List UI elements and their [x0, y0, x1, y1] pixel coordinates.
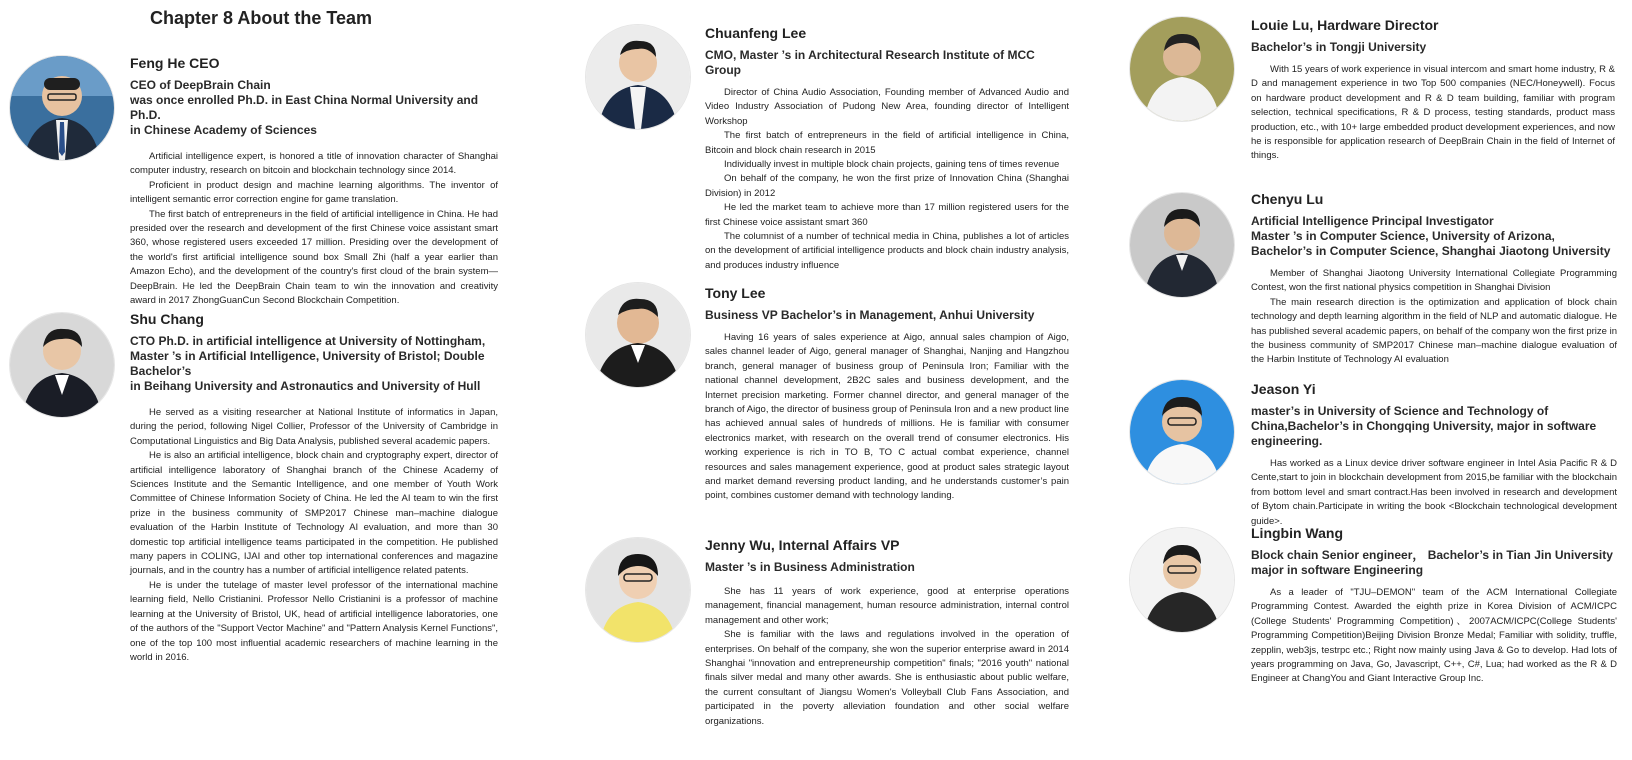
- member-name: Chenyu Lu: [1251, 191, 1324, 207]
- member-role: CTO Ph.D. in artificial intelligence at University of Nottingham, Master ’s in Artificial Intelligence, University of Bristol; Double Bachelor’s in Beihang University and Astronautics and University of Hull: [130, 334, 486, 393]
- member-photo: [586, 283, 690, 387]
- member-bio: Having 16 years of sales experience at Aigo, annual sales champion of Aigo, sales channel leader of Aigo, general manager of Shanghai, Nanjing and Hangzhou branch, general manager of business group of Peninsula Iron; Familiar with the national channel development, 2B2C sales and business development, and the Internet precision marketing. Former channel director, and general manager of the branch of Aigo, the director of business group of Peninsula Iron and a new product line has achieved annual sales of hundreds of millions. He is familiar with consumer electronics market, with research on the overall trend of consumer electronics. His working experience is rich in TO B, TO C actual combat experience, channel resources and sales management experience, good at product sales strategic layout and market demand reversing product landing, and he understands customer’s pain point, combines customer demand with technology landing.: [705, 332, 1069, 502]
- member-text: [705, 536, 1069, 729]
- member-name: Shu Chang: [130, 311, 204, 327]
- member-photo: [10, 56, 114, 160]
- member-name: Tony Lee: [705, 285, 766, 301]
- member-photo: [1130, 528, 1234, 632]
- member-role: CMO, Master ’s in Architectural Research Institute of MCC Group: [705, 48, 1035, 77]
- member-name: Feng He CEO: [130, 55, 220, 71]
- member-role: master’s in University of Science and Technology of China,Bachelor’s in Chongqing University, major in software engineering.: [1251, 404, 1597, 448]
- chapter-title: Chapter 8 About the Team: [150, 8, 373, 28]
- member-text: [130, 54, 498, 308]
- member-bio: She has 11 years of work experience, good at enterprise operations management, financial management, human resource administration, internal control management and other work; She is familiar with the laws and regulations involved in the operation of enterprises. On behalf of the company, she won the superior enterprise award in 2014 Shanghai "innovation and entrepreneurship competition" finals; "2016 youth" national finals silver medal and many other awards. She is enthusiastic about public welfare, the current consultant of Jiangsu Women's Volleyball Club Fans Association, and participated in the poverty alleviation foundation and other social welfare organizations.: [705, 586, 1069, 727]
- member-photo: [1130, 380, 1234, 484]
- member-photo: [1130, 17, 1234, 121]
- member-text: [130, 310, 502, 665]
- member-text: [1251, 16, 1615, 164]
- member-photo: [586, 25, 690, 129]
- member-bio: He served as a visiting researcher at National Institute of informatics in Japan, during the period, following Nigel Collier, Professor of the University of Cambridge in Computational Linguistics and Big Data Analysis, published several academic papers. He is also an artificial intelligence, block chain and cryptography expert, director of artificial intelligence laboratory of Shanghai branch of the Chinese Academy of Sciences Institute and the Semantic Intelligence, and one member of Youth Work Committee of Chinese Information Society of China. He led the AI team to win the first prize in the business community of SMP2017 Chinese man–machine dialogue evaluation of the Harbin Institute of Technology AI evaluation, and more than 30 domestic top artificial intelligence teams participated in the competition. He published many papers in COLING, IJAI and other top international conferences and magazine journals, and in the country has a number of artificial intelligence related patents. He is under the tutelage of master level professor of the international machine learning field, Nello Cristianini. Professor Nello Cristianini is a professor of machine learning at the University of Bristol, UK, head of artificial intelligence laboratories, one of the authors of the "Support Vector Machine" and "Pattern Analysis Kernel Functions", one of the top 100 most influential academic researchers of machine learning in the world in 2016.: [130, 407, 498, 663]
- member-role: Master ’s in Business Administration: [705, 560, 915, 574]
- member-text: [705, 284, 1069, 504]
- member-bio: Artificial intelligence expert, is honored a title of innovation character of Shanghai computer industry, research on bitcoin and blockchain technology since 2014. Proficient in product design and machine learning algorithms. The inventor of intelligent semantic error correction engine for game translation. The first batch of entrepreneurs in the field of artificial intelligence in China. He had presided over the research and development of the first Chinese voice assistant smart 360, whose registered users exceeded 17 million. Presiding over the development of the world's first artificial intelligence sound box Small Zhi (half a year earlier than Amazon Echo), and the development of the country's first cloud of the brain system—DeepBrain. He led the DeepBrain Chain team to win the innovation and creativity award in 2017 ZhongGuanCun Second Blockchain Competition.: [130, 151, 498, 307]
- member-text: [1251, 380, 1617, 529]
- member-name: Jenny Wu, Internal Affairs VP: [705, 537, 900, 553]
- member-photo: [1130, 193, 1234, 297]
- member-text: [705, 24, 1069, 273]
- member-text: [1251, 190, 1617, 368]
- member-bio: Has worked as a Linux device driver software engineer in Intel Asia Pacific R & D Cente,start to join in blockchain development from 2015,be familiar with the blockchain from bottom level and smart contract.Has been involved in research and development of Bytom chain.Participate in writing the book <Blockchain technological development guide>.: [1251, 458, 1617, 527]
- member-name: Chuanfeng Lee: [705, 25, 807, 41]
- member-name: Jeason Yi: [1251, 381, 1316, 397]
- member-bio: Director of China Audio Association, Founding member of Advanced Audio and Video Industry Association of Pudong New Area, founding director of Intelligent Workshop The first batch of entrepreneurs in the field of artificial intelligence in China, Bitcoin and block chain research in 2015 Individually invest in multiple block chain projects, gaining tens of times revenue On behalf of the company, he won the first prize of Innovation China (Shanghai Division) in 2012 He led the market team to achieve more than 17 million registered users for the first Chinese voice assistant smart 360 The columnist of a number of technical media in China, publishes a lot of articles on the development of artificial intelligence products and block chain industry analysis, and produces industry influence: [705, 87, 1069, 271]
- member-photo: [586, 538, 690, 642]
- member-role: Artificial Intelligence Principal Investigator Master ’s in Computer Science, University of Arizona, Bachelor’s in Computer Science, Shanghai Jiaotong University: [1251, 214, 1611, 258]
- member-role: CEO of DeepBrain Chain was once enrolled Ph.D. in East China Normal University and Ph.D. in Chinese Academy of Sciences: [130, 78, 479, 137]
- member-photo: [10, 313, 114, 417]
- member-bio: As a leader of "TJU–DEMON" team of the ACM International Collegiate Programming Contest. Awarded the eighth prize in Korea Division of ACM/ICPC (College Students' Programming Competition)、2007ACM/ICPC(College Students' Programming Competition)Beijing Division Bronze Medal; Familiar with solidity, truffle, zepplin, web3js, testrpc etc.; Right now mainly using Java & Go to develop. Had lots of years programming on Java, Go, Javascript, C++, C#, Lua; had worked as the R & D Engineer at ChangYou and Giant Interactive Group Inc.: [1251, 587, 1617, 685]
- member-role: Block chain Senior engineer， Bachelor’s in Tian Jin University major in software Engineering: [1251, 548, 1613, 577]
- member-name: Louie Lu, Hardware Director: [1251, 17, 1439, 33]
- member-bio: With 15 years of work experience in visual intercom and smart home industry, R & D and management experience in two Top 500 companies (NEC/Honeywell). Focus on hardware product development and R & D team building, familiar with program selection, technical specifications, R & D process, testing standards, product mass production, etc., with 10+ large embedded product development experiences, and now he is responsible for application research of DeepBrain Chain in the field of Internet of things.: [1251, 64, 1615, 162]
- member-name: Lingbin Wang: [1251, 525, 1344, 541]
- member-role: Business VP Bachelor’s in Management, Anhui University: [705, 308, 1035, 322]
- member-role: Bachelor’s in Tongji University: [1251, 40, 1427, 54]
- member-text: [1251, 524, 1617, 687]
- member-bio: Member of Shanghai Jiaotong University International Collegiate Programming Contest, won the first national physics competition in Shanghai Division The main research direction is the optimization and application of block chain technology and depth learning algorithm in the field of NLP and automatic dialogue. He has published several academic papers, on behalf of the company won the first prize in the business community of SMP2017 Chinese man–machine dialogue evaluation of the Harbin Institute of Technology AI evaluation: [1251, 268, 1617, 366]
